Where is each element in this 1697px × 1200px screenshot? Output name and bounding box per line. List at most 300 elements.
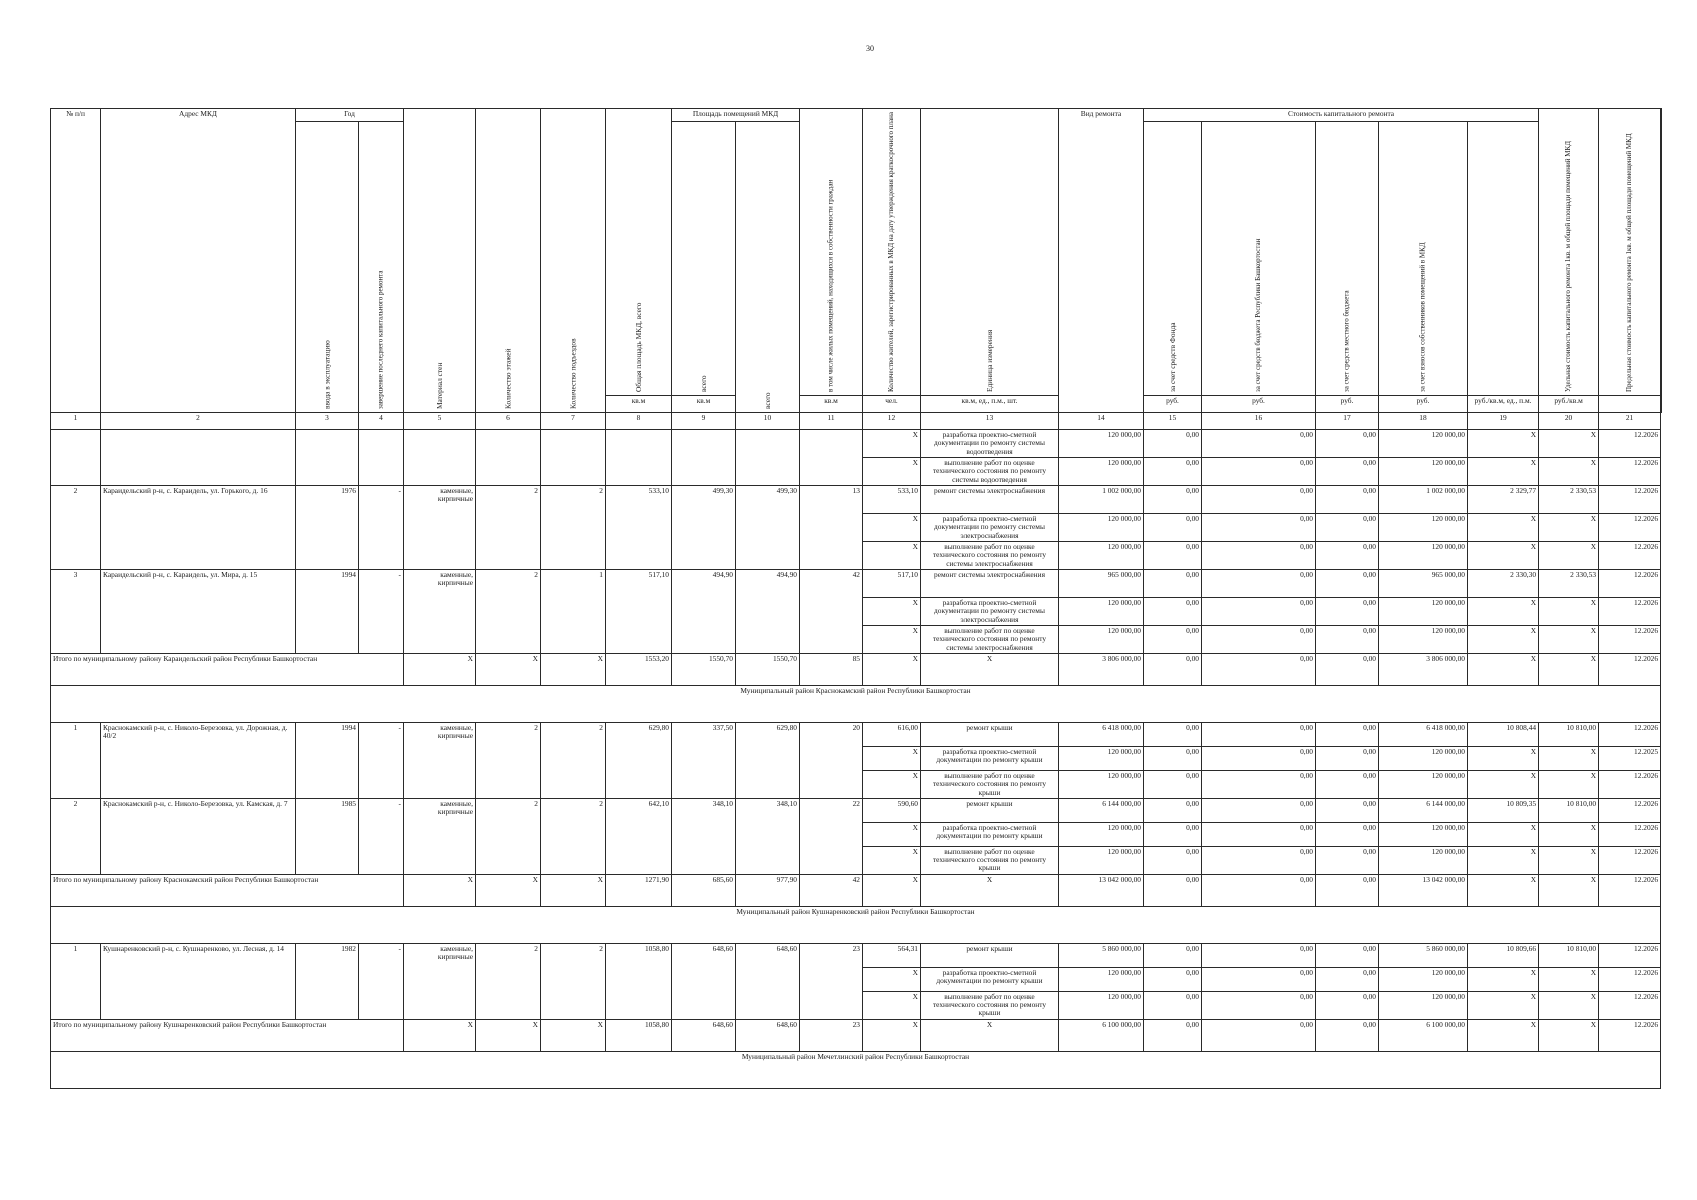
row-cost-fund: 0,00 bbox=[1144, 846, 1202, 874]
row-planned-date: 12.2026 bbox=[1599, 486, 1661, 514]
section-row bbox=[51, 906, 1662, 943]
blank-cell bbox=[404, 430, 476, 486]
row-unit: X bbox=[863, 430, 921, 458]
row-cost-local: 0,00 bbox=[1316, 967, 1379, 991]
row-planned-date: 12.2026 bbox=[1599, 626, 1661, 654]
row-address: Караидельский р-н, с. Караидель, ул. Горького, д. 16 bbox=[101, 486, 296, 570]
row-cost-fund: 0,00 bbox=[1144, 570, 1202, 598]
row-wall-material: каменные, кирпичные bbox=[404, 486, 476, 570]
total-unit: X bbox=[863, 1019, 921, 1051]
row-limit-cost: 10 810,00 bbox=[1539, 723, 1599, 747]
row-cost-local: 0,00 bbox=[1316, 747, 1379, 771]
row-premises-total: 348,10 bbox=[672, 798, 736, 874]
total-residents: 85 bbox=[800, 654, 863, 686]
row-cost-fund: 0,00 bbox=[1144, 458, 1202, 486]
row-residents: 13 bbox=[800, 486, 863, 570]
table-row bbox=[51, 798, 1662, 822]
row-year-repair: - bbox=[359, 798, 404, 874]
total-entrances: X bbox=[541, 874, 606, 906]
total-floors: X bbox=[476, 1019, 541, 1051]
blank-cell bbox=[606, 430, 672, 486]
col-year-group: Год bbox=[296, 109, 404, 122]
row-limit-cost: X bbox=[1539, 458, 1599, 486]
row-entrances: 2 bbox=[541, 943, 606, 1019]
col-cost-republic: за счет средств бюджета Республики Башкортостан bbox=[1202, 122, 1316, 396]
row-specific-cost: X bbox=[1468, 598, 1539, 626]
column-number-row bbox=[51, 413, 1662, 430]
row-limit-cost: 10 810,00 bbox=[1539, 943, 1599, 967]
row-unit: X bbox=[863, 458, 921, 486]
row-work-type: выполнение работ по оценке технического состояния по ремонту системы водоотведения bbox=[921, 458, 1059, 486]
row-specific-cost: X bbox=[1468, 846, 1539, 874]
total-area: 1058,80 bbox=[606, 1019, 672, 1051]
row-num: 3 bbox=[51, 570, 101, 654]
blank-cell bbox=[541, 430, 606, 486]
total-cost-owners: 3 806 000,00 bbox=[1379, 654, 1468, 686]
row-cost-owners: 120 000,00 bbox=[1379, 514, 1468, 542]
row-cost-fund: 0,00 bbox=[1144, 723, 1202, 747]
col-total-area: Общая площадь МКД, всего bbox=[606, 109, 672, 396]
row-cost-local: 0,00 bbox=[1316, 991, 1379, 1019]
col-number: 12 bbox=[863, 413, 921, 430]
total-entrances: X bbox=[541, 1019, 606, 1051]
row-wall-material: каменные, кирпичные bbox=[404, 570, 476, 654]
col-number: 18 bbox=[1379, 413, 1468, 430]
total-floors: X bbox=[476, 654, 541, 686]
blank-cell bbox=[51, 430, 101, 486]
col-number: 19 bbox=[1468, 413, 1539, 430]
total-wall-material: X bbox=[404, 874, 476, 906]
row-specific-cost: X bbox=[1468, 771, 1539, 799]
row-wall-material: каменные, кирпичные bbox=[404, 798, 476, 874]
col-number: 11 bbox=[800, 413, 863, 430]
section-title: Муниципальный район Мечетлинский район Республики Башкортостан bbox=[51, 1051, 1661, 1088]
row-limit-cost: X bbox=[1539, 846, 1599, 874]
row-limit-cost: X bbox=[1539, 598, 1599, 626]
row-limit-cost: X bbox=[1539, 514, 1599, 542]
unit-cell: руб./кв.м, ед., п.м. bbox=[1468, 396, 1539, 413]
row-cost-local: 0,00 bbox=[1316, 771, 1379, 799]
row-cost-owners: 965 000,00 bbox=[1379, 570, 1468, 598]
row-num: 2 bbox=[51, 798, 101, 874]
row-specific-cost: 2 329,77 bbox=[1468, 486, 1539, 514]
row-work-type: выполнение работ по оценке технического состояния по ремонту крыши bbox=[921, 991, 1059, 1019]
row-planned-date: 12.2026 bbox=[1599, 846, 1661, 874]
row-address: Кушнаренковский р-н, с. Кушнаренково, ул. Лесная, д. 14 bbox=[101, 943, 296, 1019]
row-unit: X bbox=[863, 598, 921, 626]
unit-cell: кв.м, ед., п.м., шт. bbox=[921, 396, 1059, 413]
row-cost-owners: 120 000,00 bbox=[1379, 626, 1468, 654]
blank-cell bbox=[800, 430, 863, 486]
row-premises-total: 337,50 bbox=[672, 723, 736, 799]
row-cost-total: 120 000,00 bbox=[1059, 542, 1144, 570]
row-cost-republic: 0,00 bbox=[1202, 458, 1316, 486]
row-unit: X bbox=[863, 846, 921, 874]
row-planned-date: 12.2026 bbox=[1599, 542, 1661, 570]
row-unit: 616,00 bbox=[863, 723, 921, 747]
row-specific-cost: X bbox=[1468, 967, 1539, 991]
row-premises-residential: 348,10 bbox=[736, 798, 800, 874]
row-residents: 22 bbox=[800, 798, 863, 874]
row-entrances: 2 bbox=[541, 798, 606, 874]
col-number: 15 bbox=[1144, 413, 1202, 430]
row-cost-owners: 120 000,00 bbox=[1379, 967, 1468, 991]
row-cost-local: 0,00 bbox=[1316, 542, 1379, 570]
row-work-type: выполнение работ по оценке технического состояния по ремонту системы электроснабжения bbox=[921, 626, 1059, 654]
row-year-commission: 1976 bbox=[296, 486, 359, 570]
col-number: 13 bbox=[921, 413, 1059, 430]
row-planned-date: 12.2026 bbox=[1599, 514, 1661, 542]
col-wall-material: Материал стен bbox=[404, 109, 476, 413]
row-unit: X bbox=[863, 967, 921, 991]
col-number: 10 bbox=[736, 413, 800, 430]
row-cost-fund: 0,00 bbox=[1144, 991, 1202, 1019]
row-cost-owners: 120 000,00 bbox=[1379, 846, 1468, 874]
total-cost: 13 042 000,00 bbox=[1059, 874, 1144, 906]
row-total-area: 517,10 bbox=[606, 570, 672, 654]
row-cost-owners: 6 418 000,00 bbox=[1379, 723, 1468, 747]
row-cost-total: 120 000,00 bbox=[1059, 430, 1144, 458]
unit-cell: чел. bbox=[863, 396, 921, 413]
col-number: 4 bbox=[359, 413, 404, 430]
col-year-last-repair: завершение последнего капитального ремонта bbox=[359, 122, 404, 413]
col-num: № п/п bbox=[51, 109, 101, 413]
row-limit-cost: 10 810,00 bbox=[1539, 798, 1599, 822]
row-floors: 2 bbox=[476, 943, 541, 1019]
row-premises-total: 499,30 bbox=[672, 486, 736, 570]
total-row bbox=[51, 654, 1662, 686]
total-cost-republic: 0,00 bbox=[1202, 874, 1316, 906]
col-premises-group: Площадь помещений МКД bbox=[672, 109, 800, 122]
row-cost-owners: 6 144 000,00 bbox=[1379, 798, 1468, 822]
row-total-area: 533,10 bbox=[606, 486, 672, 570]
row-cost-republic: 0,00 bbox=[1202, 430, 1316, 458]
col-cost-owners: за счет взносов собственников помещений в МКД bbox=[1379, 122, 1468, 396]
total-entrances: X bbox=[541, 654, 606, 686]
row-work-type: разработка проектно-сметной документации по ремонту системы водоотведения bbox=[921, 430, 1059, 458]
total-label: Итого по муниципальному району Кушнаренковский район Республики Башкортостан bbox=[51, 1019, 404, 1051]
row-planned-date: 12.2026 bbox=[1599, 822, 1661, 846]
col-number: 8 bbox=[606, 413, 672, 430]
table-row bbox=[51, 943, 1662, 967]
row-unit: 590,60 bbox=[863, 798, 921, 822]
row-floors: 2 bbox=[476, 798, 541, 874]
row-cost-owners: 1 002 000,00 bbox=[1379, 486, 1468, 514]
row-residents: 23 bbox=[800, 943, 863, 1019]
row-planned-date: 12.2026 bbox=[1599, 943, 1661, 967]
row-cost-local: 0,00 bbox=[1316, 723, 1379, 747]
row-cost-fund: 0,00 bbox=[1144, 771, 1202, 799]
row-address: Краснокамский р-н, с. Николо-Березовка, ул. Камская, д. 7 bbox=[101, 798, 296, 874]
col-number: 6 bbox=[476, 413, 541, 430]
unit-cell: руб. bbox=[1144, 396, 1202, 413]
row-cost-owners: 120 000,00 bbox=[1379, 747, 1468, 771]
col-number: 2 bbox=[101, 413, 296, 430]
row-cost-owners: 120 000,00 bbox=[1379, 991, 1468, 1019]
row-year-commission: 1982 bbox=[296, 943, 359, 1019]
row-year-repair: - bbox=[359, 486, 404, 570]
blank-cell bbox=[672, 430, 736, 486]
unit-cell: руб. bbox=[1379, 396, 1468, 413]
total-wall-material: X bbox=[404, 1019, 476, 1051]
row-work-type: выполнение работ по оценке технического состояния по ремонту крыши bbox=[921, 846, 1059, 874]
total-planned-date: 12.2026 bbox=[1599, 1019, 1661, 1051]
unit-cell: кв.м bbox=[606, 396, 672, 413]
row-limit-cost: X bbox=[1539, 967, 1599, 991]
row-cost-republic: 0,00 bbox=[1202, 723, 1316, 747]
total-cost-fund: 0,00 bbox=[1144, 874, 1202, 906]
row-cost-republic: 0,00 bbox=[1202, 943, 1316, 967]
total-work-type: X bbox=[921, 1019, 1059, 1051]
total-row bbox=[51, 874, 1662, 906]
row-work-type: ремонт крыши bbox=[921, 943, 1059, 967]
row-cost-local: 0,00 bbox=[1316, 430, 1379, 458]
total-residents: 42 bbox=[800, 874, 863, 906]
total-limit-cost: X bbox=[1539, 654, 1599, 686]
row-unit: X bbox=[863, 542, 921, 570]
total-floors: X bbox=[476, 874, 541, 906]
row-cost-owners: 120 000,00 bbox=[1379, 542, 1468, 570]
col-cost-local: за счет средств местного бюджета bbox=[1316, 122, 1379, 396]
row-floors: 2 bbox=[476, 570, 541, 654]
col-number: 16 bbox=[1202, 413, 1316, 430]
row-planned-date: 12.2026 bbox=[1599, 723, 1661, 747]
col-work-type: Вид ремонта bbox=[1059, 109, 1144, 413]
total-cost: 6 100 000,00 bbox=[1059, 1019, 1144, 1051]
section-row bbox=[51, 1051, 1662, 1088]
total-premises: 1550,70 bbox=[672, 654, 736, 686]
total-cost-owners: 6 100 000,00 bbox=[1379, 1019, 1468, 1051]
page-number: 30 bbox=[866, 44, 874, 53]
row-limit-cost: X bbox=[1539, 747, 1599, 771]
row-cost-total: 120 000,00 bbox=[1059, 626, 1144, 654]
row-wall-material: каменные, кирпичные bbox=[404, 943, 476, 1019]
row-premises-total: 648,60 bbox=[672, 943, 736, 1019]
row-cost-fund: 0,00 bbox=[1144, 542, 1202, 570]
row-specific-cost: 10 809,66 bbox=[1468, 943, 1539, 967]
row-cost-total: 5 860 000,00 bbox=[1059, 943, 1144, 967]
row-limit-cost: X bbox=[1539, 991, 1599, 1019]
row-cost-local: 0,00 bbox=[1316, 822, 1379, 846]
row-work-type: разработка проектно-сметной документации по ремонту системы электроснабжения bbox=[921, 514, 1059, 542]
col-planned-date bbox=[1661, 109, 1662, 413]
total-planned-date: 12.2026 bbox=[1599, 874, 1661, 906]
row-limit-cost: 2 330,53 bbox=[1539, 486, 1599, 514]
section-row bbox=[51, 686, 1662, 723]
row-cost-fund: 0,00 bbox=[1144, 486, 1202, 514]
total-cost-owners: 13 042 000,00 bbox=[1379, 874, 1468, 906]
row-specific-cost: X bbox=[1468, 626, 1539, 654]
total-specific-cost: X bbox=[1468, 1019, 1539, 1051]
row-cost-republic: 0,00 bbox=[1202, 846, 1316, 874]
row-planned-date: 12.2026 bbox=[1599, 570, 1661, 598]
row-residents: 20 bbox=[800, 723, 863, 799]
row-wall-material: каменные, кирпичные bbox=[404, 723, 476, 799]
row-cost-total: 965 000,00 bbox=[1059, 570, 1144, 598]
unit-cell: кв.м bbox=[672, 396, 736, 413]
row-premises-residential: 494,90 bbox=[736, 570, 800, 654]
col-number: 1 bbox=[51, 413, 101, 430]
row-specific-cost: X bbox=[1468, 822, 1539, 846]
col-number: 3 bbox=[296, 413, 359, 430]
row-work-type: ремонт системы электроснабжения bbox=[921, 570, 1059, 598]
row-num: 2 bbox=[51, 486, 101, 570]
row-unit: X bbox=[863, 747, 921, 771]
row-cost-fund: 0,00 bbox=[1144, 430, 1202, 458]
row-unit: X bbox=[863, 626, 921, 654]
total-premises-residential: 1550,70 bbox=[736, 654, 800, 686]
row-cost-total: 120 000,00 bbox=[1059, 514, 1144, 542]
row-specific-cost: X bbox=[1468, 991, 1539, 1019]
total-premises: 685,60 bbox=[672, 874, 736, 906]
row-cost-fund: 0,00 bbox=[1144, 967, 1202, 991]
row-planned-date: 12.2026 bbox=[1599, 967, 1661, 991]
col-premises-total: всего bbox=[672, 122, 736, 396]
row-cost-republic: 0,00 bbox=[1202, 626, 1316, 654]
row-year-repair: - bbox=[359, 570, 404, 654]
row-cost-total: 6 144 000,00 bbox=[1059, 798, 1144, 822]
col-specific-cost: Удельная стоимость капитального ремонта 1кв. м общей площади помещений МКД bbox=[1539, 109, 1599, 396]
total-label: Итого по муниципальному району Караидельский район Республики Башкортостан bbox=[51, 654, 404, 686]
row-planned-date: 12.2026 bbox=[1599, 798, 1661, 822]
row-cost-local: 0,00 bbox=[1316, 486, 1379, 514]
row-cost-local: 0,00 bbox=[1316, 598, 1379, 626]
row-cost-republic: 0,00 bbox=[1202, 570, 1316, 598]
row-work-type: ремонт крыши bbox=[921, 798, 1059, 822]
row-entrances: 1 bbox=[541, 570, 606, 654]
col-number: 17 bbox=[1316, 413, 1379, 430]
total-limit-cost: X bbox=[1539, 874, 1599, 906]
row-cost-total: 120 000,00 bbox=[1059, 822, 1144, 846]
row-year-commission: 1994 bbox=[296, 723, 359, 799]
table-row bbox=[51, 723, 1662, 747]
row-premises-total: 494,90 bbox=[672, 570, 736, 654]
row-cost-local: 0,00 bbox=[1316, 846, 1379, 874]
row-cost-local: 0,00 bbox=[1316, 943, 1379, 967]
row-work-type: разработка проектно-сметной документации по ремонту крыши bbox=[921, 822, 1059, 846]
row-specific-cost: 2 330,30 bbox=[1468, 570, 1539, 598]
row-cost-fund: 0,00 bbox=[1144, 747, 1202, 771]
blank-cell bbox=[296, 430, 359, 486]
total-specific-cost: X bbox=[1468, 654, 1539, 686]
total-cost-local: 0,00 bbox=[1316, 874, 1379, 906]
row-specific-cost: X bbox=[1468, 458, 1539, 486]
total-unit: X bbox=[863, 654, 921, 686]
row-cost-total: 120 000,00 bbox=[1059, 747, 1144, 771]
col-number: 21 bbox=[1599, 413, 1661, 430]
row-specific-cost: 10 809,35 bbox=[1468, 798, 1539, 822]
row-cost-local: 0,00 bbox=[1316, 458, 1379, 486]
row-limit-cost: X bbox=[1539, 626, 1599, 654]
col-number: 5 bbox=[404, 413, 476, 430]
total-limit-cost: X bbox=[1539, 1019, 1599, 1051]
total-cost-local: 0,00 bbox=[1316, 1019, 1379, 1051]
row-planned-date: 12.2026 bbox=[1599, 458, 1661, 486]
row-cost-republic: 0,00 bbox=[1202, 798, 1316, 822]
row-cost-total: 6 418 000,00 bbox=[1059, 723, 1144, 747]
row-unit: 517,10 bbox=[863, 570, 921, 598]
row-year-commission: 1994 bbox=[296, 570, 359, 654]
row-cost-fund: 0,00 bbox=[1144, 626, 1202, 654]
row-cost-republic: 0,00 bbox=[1202, 771, 1316, 799]
total-cost-fund: 0,00 bbox=[1144, 654, 1202, 686]
row-limit-cost: 2 330,53 bbox=[1539, 570, 1599, 598]
total-work-type: X bbox=[921, 874, 1059, 906]
row-unit: X bbox=[863, 822, 921, 846]
row-unit: X bbox=[863, 514, 921, 542]
row-year-commission: 1985 bbox=[296, 798, 359, 874]
row-cost-owners: 120 000,00 bbox=[1379, 771, 1468, 799]
row-cost-republic: 0,00 bbox=[1202, 514, 1316, 542]
total-residents: 23 bbox=[800, 1019, 863, 1051]
row-planned-date: 12.2026 bbox=[1599, 771, 1661, 799]
row-floors: 2 bbox=[476, 723, 541, 799]
unit-cell: руб. bbox=[1316, 396, 1379, 413]
row-cost-total: 120 000,00 bbox=[1059, 771, 1144, 799]
total-cost-republic: 0,00 bbox=[1202, 654, 1316, 686]
row-limit-cost: X bbox=[1539, 771, 1599, 799]
total-premises: 648,60 bbox=[672, 1019, 736, 1051]
row-cost-total: 120 000,00 bbox=[1059, 458, 1144, 486]
col-unit: Единица измерения bbox=[921, 109, 1059, 396]
row-work-type: выполнение работ по оценке технического состояния по ремонту крыши bbox=[921, 771, 1059, 799]
col-number: 9 bbox=[672, 413, 736, 430]
col-limit-cost: Предельная стоимость капитального ремонта 1кв. м общей площади помещений МКД bbox=[1599, 109, 1661, 396]
col-residents: Количество жителей, зарегистрированных в МКД на дату утверждения краткосрочного плана bbox=[863, 109, 921, 396]
row-cost-owners: 120 000,00 bbox=[1379, 598, 1468, 626]
blank-cell bbox=[359, 430, 404, 486]
row-cost-owners: 120 000,00 bbox=[1379, 458, 1468, 486]
row-cost-fund: 0,00 bbox=[1144, 822, 1202, 846]
row-cost-fund: 0,00 bbox=[1144, 598, 1202, 626]
row-planned-date: 12.2026 bbox=[1599, 991, 1661, 1019]
row-cost-republic: 0,00 bbox=[1202, 486, 1316, 514]
blank-cell bbox=[736, 430, 800, 486]
row-cost-total: 120 000,00 bbox=[1059, 967, 1144, 991]
total-premises-residential: 648,60 bbox=[736, 1019, 800, 1051]
row-cost-republic: 0,00 bbox=[1202, 822, 1316, 846]
total-cost-local: 0,00 bbox=[1316, 654, 1379, 686]
row-unit: X bbox=[863, 991, 921, 1019]
row-address: Краснокамский р-н, с. Николо-Березовка, ул. Дорожная, д. 40/2 bbox=[101, 723, 296, 799]
col-number: 20 bbox=[1539, 413, 1599, 430]
row-cost-local: 0,00 bbox=[1316, 798, 1379, 822]
row-cost-republic: 0,00 bbox=[1202, 991, 1316, 1019]
row-unit: X bbox=[863, 771, 921, 799]
col-number: 14 bbox=[1059, 413, 1144, 430]
row-cost-republic: 0,00 bbox=[1202, 747, 1316, 771]
unit-cell: руб. bbox=[1202, 396, 1316, 413]
col-premises-residential: в том числе жилых помещений, находящихся в собственности граждан bbox=[800, 109, 863, 396]
total-specific-cost: X bbox=[1468, 874, 1539, 906]
total-premises-residential: 977,90 bbox=[736, 874, 800, 906]
unit-cell: руб./кв.м bbox=[1539, 396, 1599, 413]
row-work-type: выполнение работ по оценке технического состояния по ремонту системы электроснабжения bbox=[921, 542, 1059, 570]
row-premises-residential: 629,80 bbox=[736, 723, 800, 799]
table-row bbox=[51, 486, 1662, 514]
col-cost-group: Стоимость капитального ремонта bbox=[1144, 109, 1539, 122]
row-entrances: 2 bbox=[541, 486, 606, 570]
row-work-type: разработка проектно-сметной документации по ремонту крыши bbox=[921, 967, 1059, 991]
blank-cell bbox=[101, 430, 296, 486]
row-premises-residential: 499,30 bbox=[736, 486, 800, 570]
total-cost-fund: 0,00 bbox=[1144, 1019, 1202, 1051]
total-cost: 3 806 000,00 bbox=[1059, 654, 1144, 686]
col-cost-fund: за счет средств Фонда bbox=[1144, 122, 1202, 396]
row-work-type: ремонт системы электроснабжения bbox=[921, 486, 1059, 514]
col-year-commission: ввода в эксплуатацию bbox=[296, 122, 359, 413]
row-cost-total: 1 002 000,00 bbox=[1059, 486, 1144, 514]
